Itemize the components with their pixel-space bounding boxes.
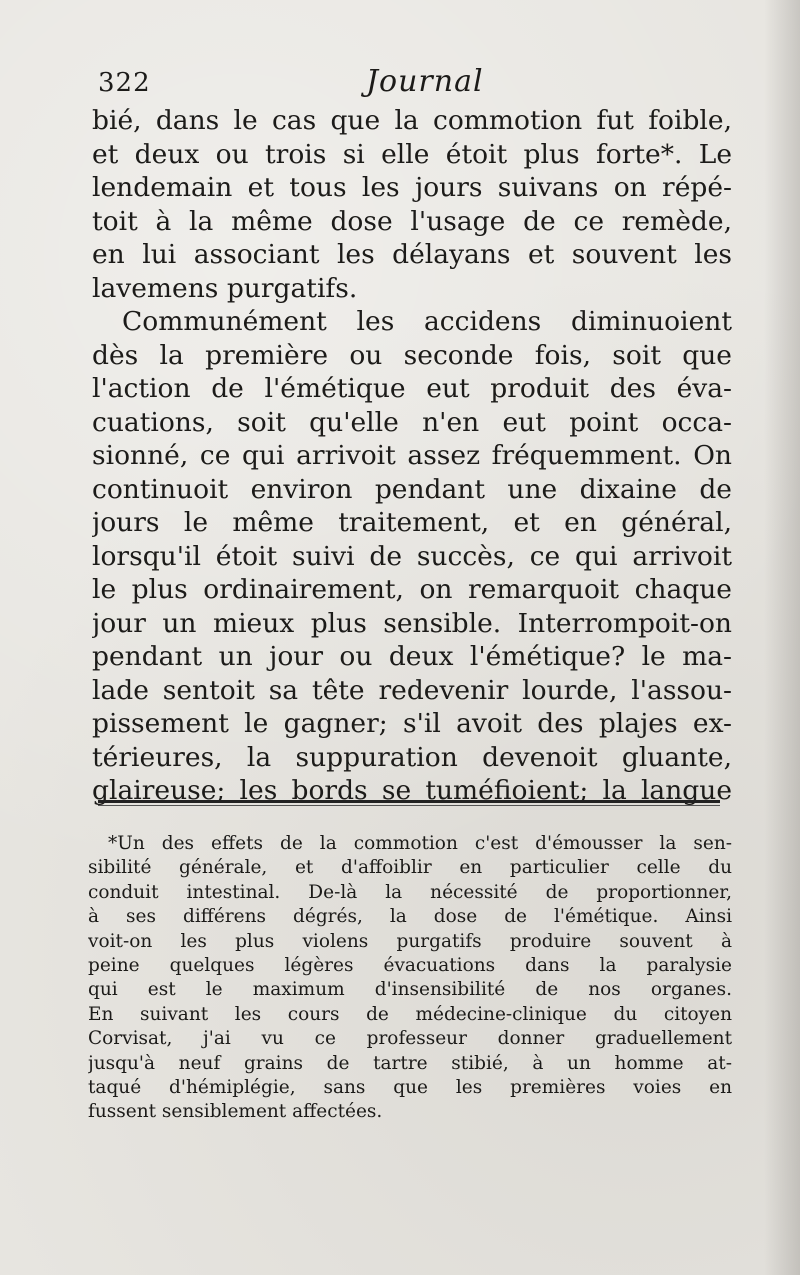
text-line: térieures, la suppuration devenoit gluante, (92, 741, 732, 773)
text-line: pissement le gagner; s'il avoit des plajes ex- (92, 708, 732, 739)
text-line: toit à la même dose l'usage de ce remède, (92, 205, 732, 237)
footnote-line: sibilité générale, et d'affoiblir en particulier celle du (88, 857, 732, 879)
footnote (88, 832, 732, 1125)
text-line: jours le même traitement, et en général, (92, 507, 732, 538)
text-line: pendant un jour ou deux l'émétique? le ma- (92, 641, 732, 672)
page-header (98, 62, 738, 106)
page-number: 322 (98, 68, 151, 98)
text-line: cuations, soit qu'elle n'en eut point occa- (92, 406, 732, 438)
footnote-separator (98, 800, 720, 806)
text-line: lavemens purgatifs. (92, 272, 358, 304)
text-line: l'action de l'émétique eut produit des éva- (92, 373, 732, 404)
footnote-line: voit-on les plus violens purgatifs produire souvent à (88, 930, 732, 952)
footnote-line: Corvisat, j'ai vu ce professeur donner graduellement (88, 1028, 732, 1050)
text-line: dès la première ou seconde fois, soit que (92, 339, 732, 371)
page-edge-shadow (764, 0, 800, 1275)
text-line: jour un mieux plus sensible. Interrompoit-on (92, 607, 732, 639)
text-line: lendemain et tous les jours suivans on répé- (92, 172, 732, 203)
running-title: Journal (366, 64, 484, 99)
footnote-line: qui est le maximum d'insensibilité de nos organes. (88, 979, 732, 1001)
footnote-line: fussent sensiblement affectées. (88, 1101, 383, 1123)
text-line: sionné, ce qui arrivoit assez fréquemment. On (92, 440, 732, 471)
text-line: bié, dans le cas que la commotion fut foible, (92, 105, 732, 136)
text-line: et deux ou trois si elle étoit plus forte*. Le (92, 138, 732, 170)
footnote-line: *Un des effets de la commotion c'est d'émousser la sen- (108, 833, 732, 854)
footnote-line: à ses différens dégrés, la dose de l'émétique. Ainsi (88, 906, 732, 928)
text-line: Communément les accidens diminuoient (122, 306, 732, 337)
main-text (92, 104, 732, 808)
text-line: lorsqu'il étoit suivi de succès, ce qui arrivoit (92, 540, 732, 572)
text-line: continuoit environ pendant une dixaine de (92, 473, 732, 505)
text-line: lade sentoit sa tête redevenir lourde, l'assou- (92, 674, 732, 706)
footnote-line: peine quelques légères évacuations dans la paralysie (88, 954, 732, 976)
text-line: glaireuse; les bords se tuméfioient; la langue (92, 775, 732, 806)
footnote-line: En suivant les cours de médecine-clinique du citoyen (88, 1003, 732, 1025)
footnote-line: jusqu'à neuf grains de tartre stibié, à un homme at- (88, 1052, 732, 1074)
footnote-line: taqué d'hémiplégie, sans que les premières voies en (88, 1076, 732, 1098)
text-line: en lui associant les délayans et souvent les (92, 239, 732, 270)
text-line: le plus ordinairement, on remarquoit chaque (92, 574, 732, 605)
footnote-line: conduit intestinal. De-là la nécessité de proportionner, (88, 881, 732, 903)
